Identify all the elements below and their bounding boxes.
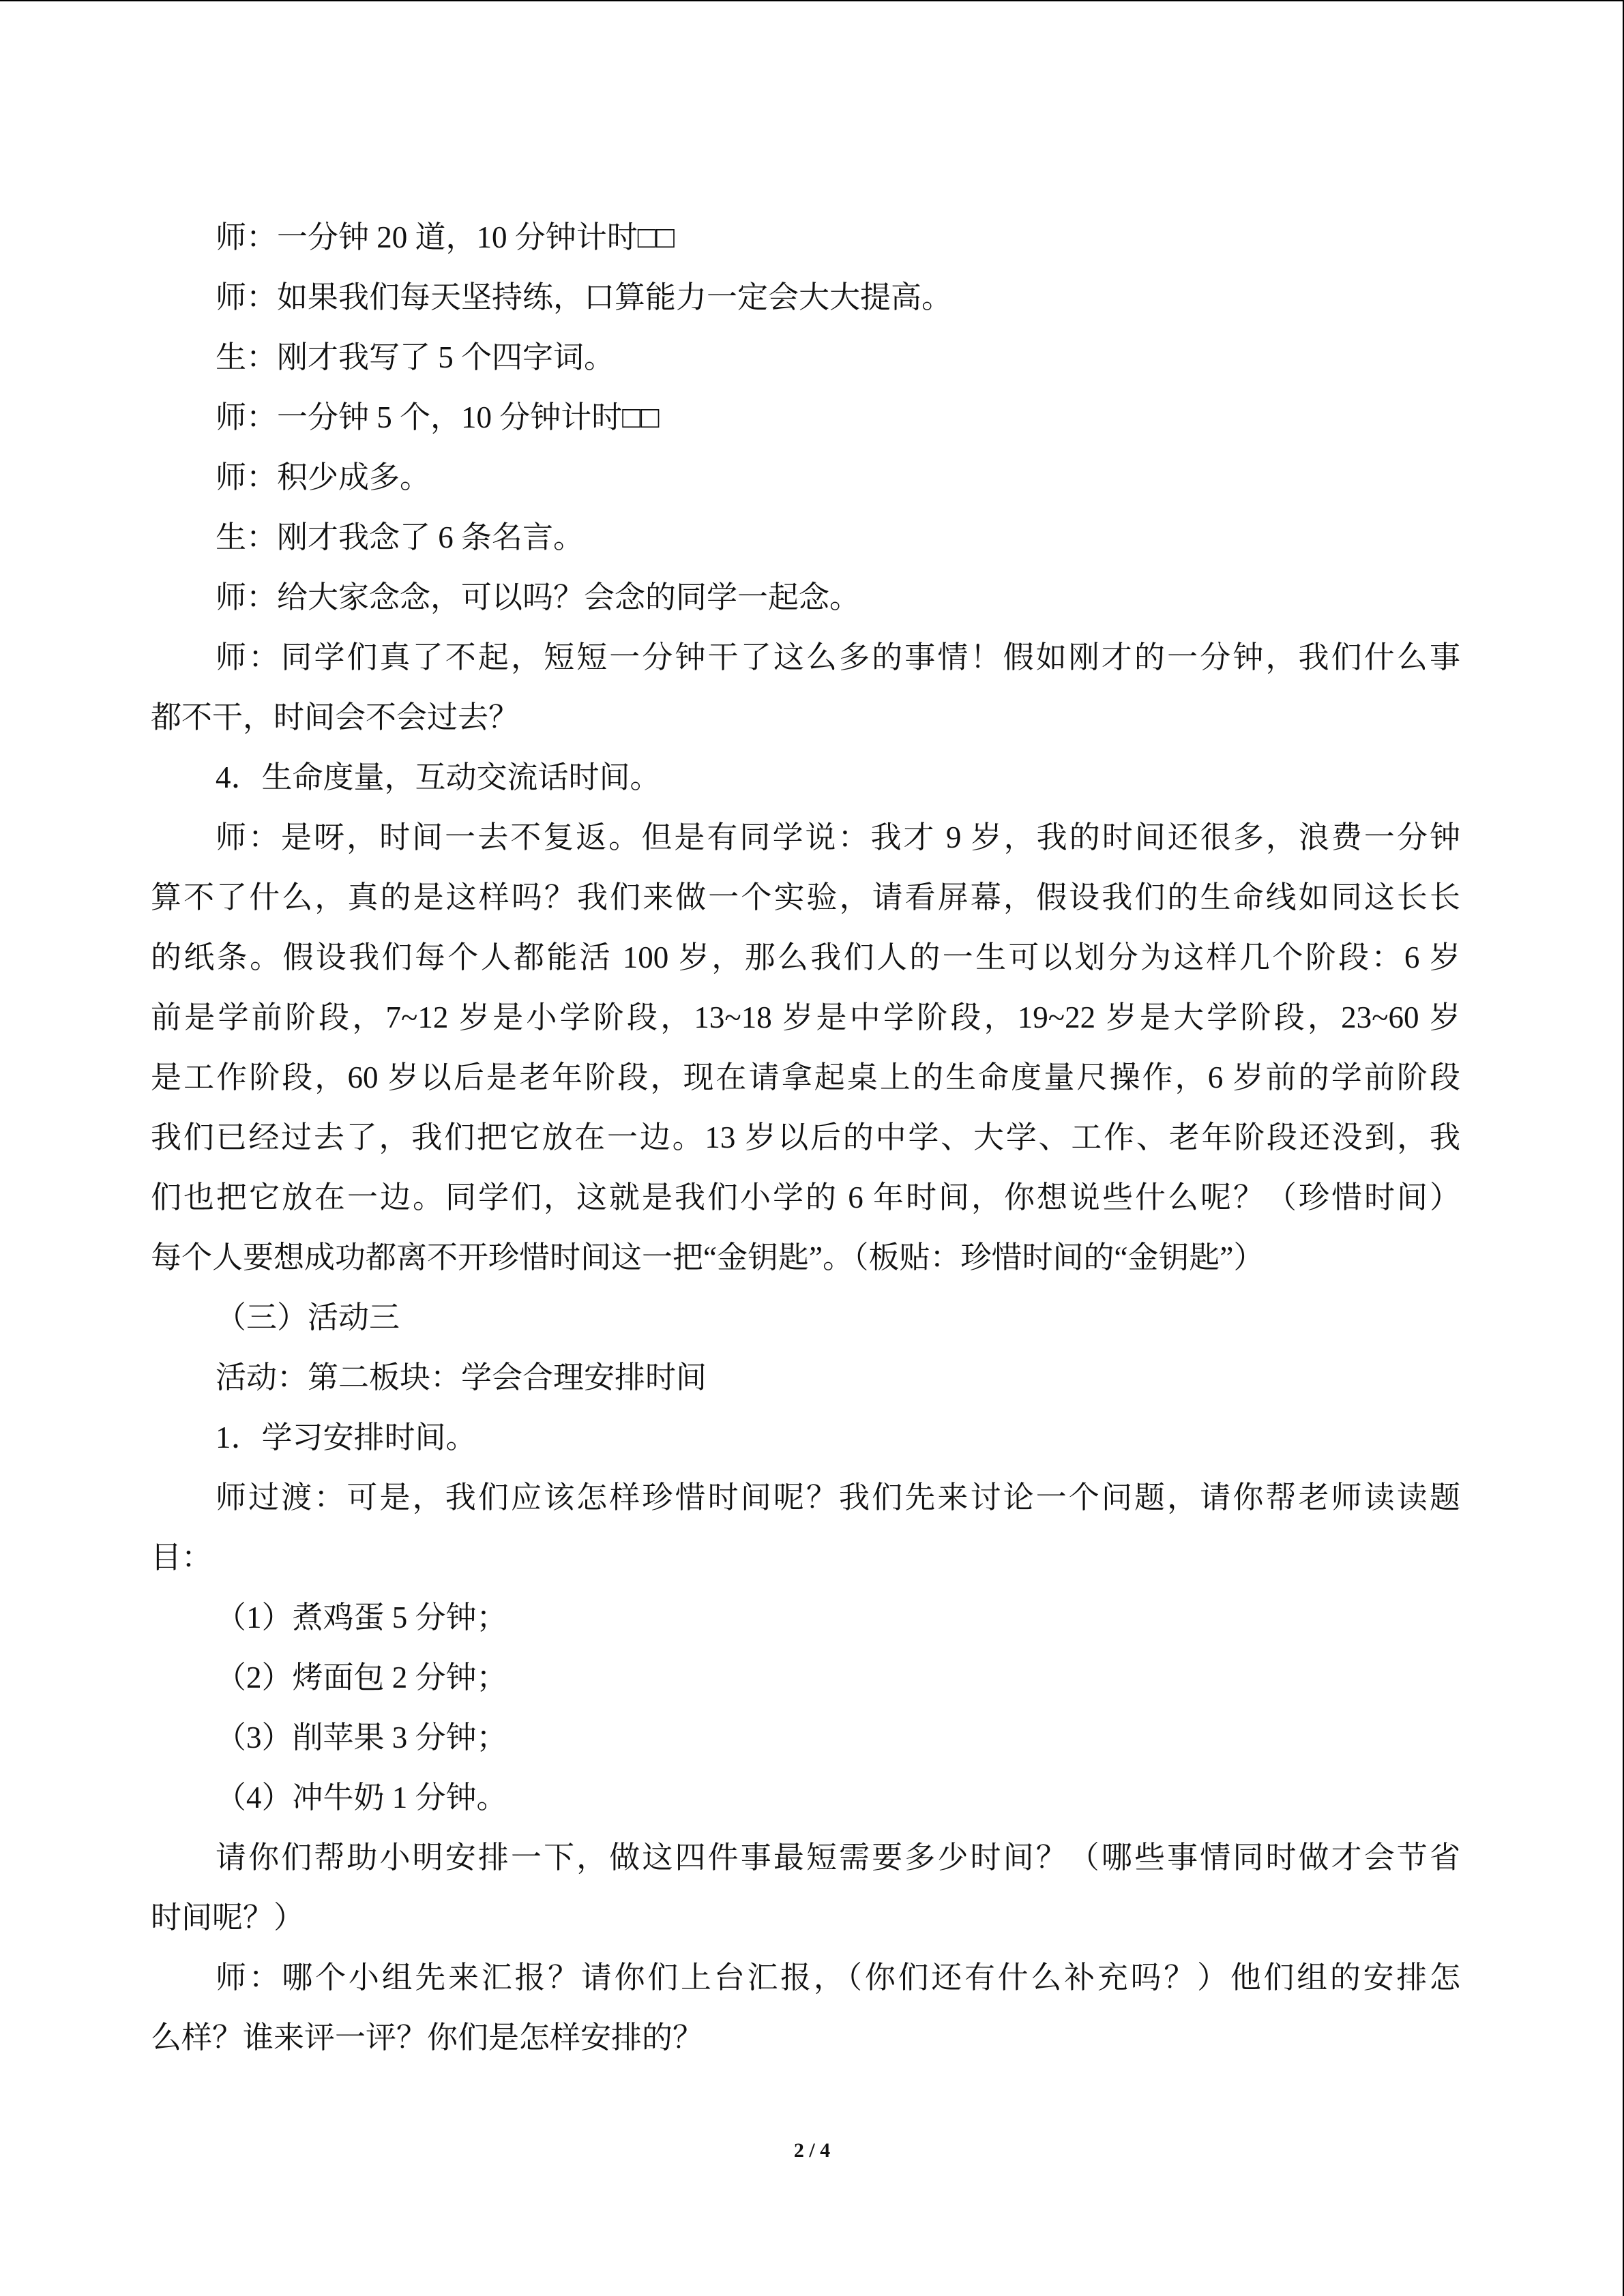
text-line: 目： [151, 1540, 213, 1575]
paragraph [151, 807, 1460, 1287]
text-line: 是工作阶段，60 岁以后是老年阶段，现在请拿起桌上的生命度量尺操作，6 岁前的学前阶段 [151, 1060, 1460, 1094]
section-heading [151, 747, 1460, 807]
text-line: 的纸条。假设我们每个人都能活 100 岁，那么我们人的一生可以划分为这样几个阶段：6 岁 [151, 940, 1460, 974]
paragraph [151, 1467, 1460, 1587]
text-line: 时间呢？） [151, 1900, 305, 1935]
text-line: 我们已经过去了，我们把它放在一边。13 岁以后的中学、大学、工作、老年阶段还没到，我 [151, 1120, 1460, 1154]
paragraph [151, 1948, 1460, 2068]
paragraph [151, 327, 1460, 387]
list-item [151, 1648, 1460, 1708]
section-heading [151, 1287, 1460, 1347]
text-line: 4．生命度量，互动交流话时间。 [216, 760, 661, 794]
text-line: 前是学前阶段，7~12 岁是小学阶段，13~18 岁是中学阶段，19~22 岁是大学阶段，23~60 岁 [151, 1000, 1460, 1034]
text-line: 请你们帮助小明安排一下，做这四件事最短需要多少时间？（哪些事情同时做才会节省 [216, 1840, 1460, 1875]
text-line: 么样？谁来评一评？你们是怎样安排的？ [151, 2021, 704, 2055]
list-item [151, 1587, 1460, 1648]
text-line: 师：哪个小组先来汇报？请你们上台汇报，（你们还有什么补充吗？）他们组的安排怎 [216, 1960, 1460, 1995]
text-line: 师：给大家念念，可以吗？会念的同学一起念。 [216, 580, 861, 614]
text-line: 们也把它放在一边。同学们，这就是我们小学的 6 年时间，你想说些什么呢？（珍惜时间） [151, 1180, 1460, 1214]
text-line: 1．学习安排时间。 [216, 1420, 477, 1455]
text-line: 活动：第二板块：学会合理安排时间 [216, 1360, 707, 1395]
text-line: 生：刚才我写了 5 个四字词。 [216, 340, 615, 374]
list-item [151, 1768, 1460, 1828]
paragraph [151, 567, 1460, 627]
paragraph [151, 207, 1460, 267]
text-line: （2）烤面包 2 分钟； [216, 1660, 507, 1695]
text-line: 师：一分钟 20 道，10 分钟计时□□ [216, 220, 675, 254]
section-heading [151, 1407, 1460, 1467]
paragraph [151, 447, 1460, 507]
text-line: 生：刚才我念了 6 条名言。 [216, 520, 585, 554]
text-line: 师：是呀，时间一去不复返。但是有同学说：我才 9 岁，我的时间还很多，浪费一分钟 [216, 820, 1460, 854]
text-line: 算不了什么，真的是这样吗？我们来做一个实验，请看屏幕，假设我们的生命线如同这长长 [151, 880, 1460, 914]
paragraph [151, 387, 1460, 447]
text-line: 师过渡：可是，我们应该怎样珍惜时间呢？我们先来讨论一个问题，请你帮老师读读题 [216, 1480, 1460, 1515]
paragraph [151, 507, 1460, 567]
text-line: 师：积少成多。 [216, 460, 431, 494]
text-line: （3）削苹果 3 分钟； [216, 1720, 507, 1755]
text-line: 师：一分钟 5 个，10 分钟计时□□ [216, 400, 660, 434]
page-number: 2 / 4 [793, 2139, 831, 2162]
text-line: （1）煮鸡蛋 5 分钟； [216, 1600, 507, 1635]
text-line: （三）活动三 [216, 1300, 400, 1335]
text-line: 都不干，时间会不会过去？ [151, 700, 520, 734]
paragraph [151, 1347, 1460, 1407]
text-line: （4）冲牛奶 1 分钟。 [216, 1780, 507, 1815]
paragraph [151, 627, 1460, 747]
document-body [151, 207, 1460, 2068]
paragraph [151, 267, 1460, 327]
paragraph [151, 1828, 1460, 1948]
text-line: 师：如果我们每天坚持练，口算能力一定会大大提高。 [216, 280, 953, 314]
list-item [151, 1708, 1460, 1768]
text-line: 每个人要想成功都离不开珍惜时间这一把“金钥匙”。（板贴：珍惜时间的“金钥匙”） [151, 1240, 1265, 1274]
text-line: 师：同学们真了不起，短短一分钟干了这么多的事情！假如刚才的一分钟，我们什么事 [216, 640, 1460, 674]
